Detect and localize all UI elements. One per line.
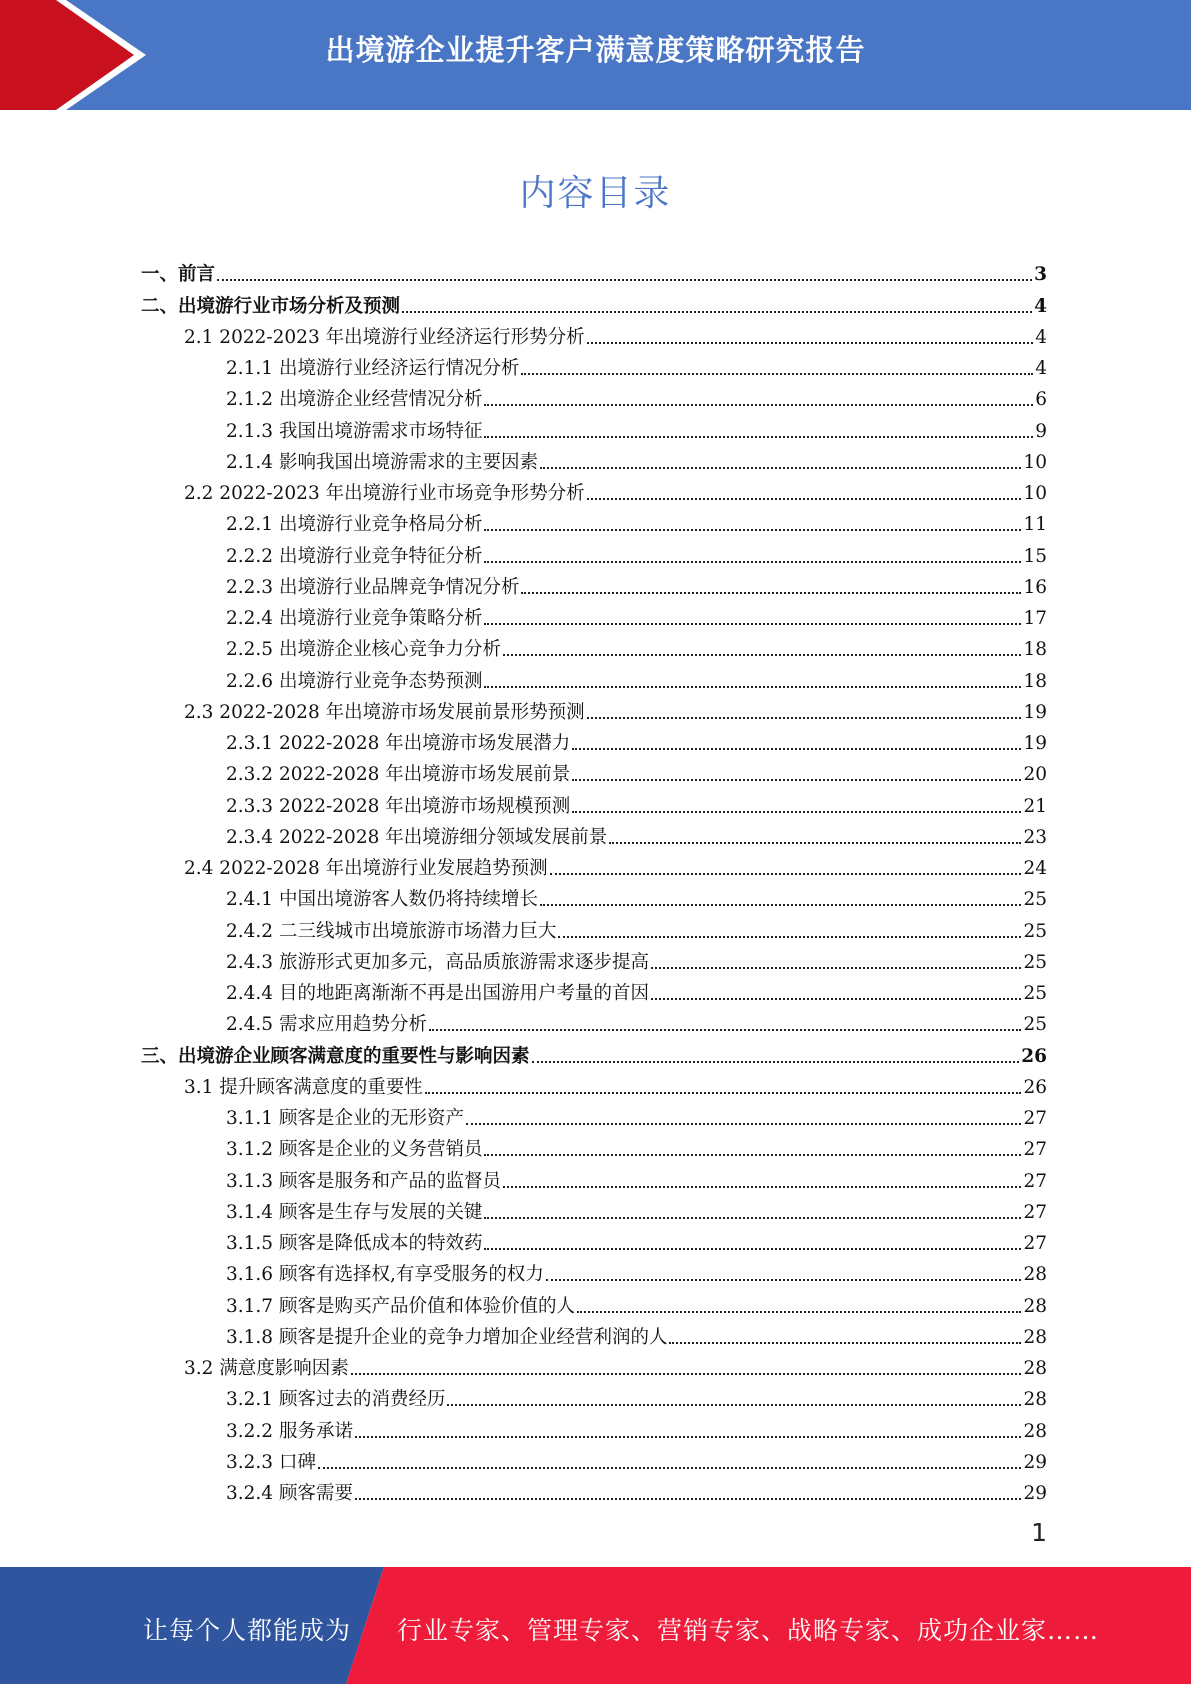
- toc-entry-page: 28: [1023, 1389, 1047, 1411]
- toc-entry-page: 3: [1034, 264, 1047, 286]
- toc-entry[interactable]: [141, 880, 1047, 911]
- toc-entry-title: 三、出境游企业顾客满意度的重要性与影响因素: [141, 1045, 530, 1067]
- toc-entry-title: 3.2.1 顾客过去的消费经历: [226, 1389, 446, 1411]
- toc-entry-page: 16: [1023, 576, 1047, 598]
- footer-banner: [0, 1567, 1191, 1684]
- toc-entry[interactable]: [141, 1286, 1047, 1317]
- toc-entry-page: 25: [1023, 1014, 1047, 1036]
- toc-entry-title: 3.1.1 顾客是企业的无形资产: [226, 1108, 464, 1129]
- toc-entry-title: 2.2.1 出境游行业竞争格局分析: [226, 514, 483, 536]
- toc-dot-leader: [425, 1092, 1022, 1094]
- toc-entry[interactable]: [141, 568, 1047, 599]
- toc-entry[interactable]: [141, 474, 1047, 505]
- toc-dot-leader: [447, 1404, 1021, 1406]
- header-bar: [0, 0, 1191, 110]
- toc-entry[interactable]: [141, 318, 1047, 349]
- toc-dot-leader: [521, 592, 1021, 594]
- toc-entry-title: 2.1.4 影响我国出境游需求的主要因素: [226, 451, 538, 473]
- toc-entry[interactable]: [141, 943, 1047, 974]
- toc-entry-title: 2.4.4 目的地距离渐渐不再是出国游用户考量的首因: [226, 983, 649, 1004]
- toc-entry-page: 29: [1023, 1483, 1047, 1504]
- toc-entry-title: 3.1.3 顾客是服务和产品的监督员: [226, 1170, 501, 1192]
- table-of-contents: [141, 255, 1047, 1505]
- toc-entry[interactable]: [141, 599, 1047, 630]
- toc-entry-page: 27: [1023, 1139, 1047, 1161]
- toc-dot-leader: [587, 717, 1022, 719]
- toc-entry-title: 2.3.2 2022-2028 年出境游市场发展前景: [226, 764, 571, 786]
- toc-entry-page: 4: [1035, 358, 1047, 379]
- toc-entry-title: 2.1.2 出境游企业经营情况分析: [226, 389, 483, 411]
- footer-slogan-right: 行业专家、管理专家、营销专家、战略专家、成功企业家……: [397, 1616, 1100, 1645]
- toc-entry[interactable]: [141, 255, 1047, 286]
- toc-dot-leader: [521, 373, 1033, 375]
- toc-entry[interactable]: [141, 849, 1047, 880]
- toc-entry[interactable]: [141, 1005, 1047, 1036]
- toc-entry[interactable]: [141, 411, 1047, 442]
- toc-dot-leader: [484, 1217, 1021, 1219]
- toc-entry-page: 28: [1023, 1420, 1047, 1442]
- toc-entry-title: 3.1 提升顾客满意度的重要性: [184, 1076, 423, 1098]
- toc-entry-title: 3.2.3 口碑: [226, 1451, 316, 1473]
- toc-entry-title: 3.1.4 顾客是生存与发展的关键: [226, 1201, 483, 1223]
- toc-entry-title: 2.4.3 旅游形式更加多元，高品质旅游需求逐步提高: [226, 951, 649, 973]
- toc-dot-leader: [429, 1029, 1021, 1031]
- toc-dot-leader: [355, 1436, 1022, 1438]
- toc-entry-title: 3.2.2 服务承诺: [226, 1420, 353, 1442]
- toc-entry-page: 28: [1023, 1295, 1047, 1317]
- toc-dot-leader: [572, 811, 1021, 813]
- toc-entry[interactable]: [141, 380, 1047, 411]
- toc-dot-leader: [572, 748, 1021, 750]
- toc-dot-leader: [402, 311, 1032, 313]
- toc-dot-leader: [484, 436, 1033, 438]
- toc-entry-page: 25: [1023, 951, 1047, 973]
- toc-entry[interactable]: [141, 755, 1047, 786]
- toc-entry-title: 3.1.2 顾客是企业的义务营销员: [226, 1139, 483, 1161]
- toc-entry-page: 15: [1023, 545, 1047, 567]
- toc-dot-leader: [587, 498, 1022, 500]
- toc-entry-title: 3.1.6 顾客有选择权,有享受服务的权力: [226, 1264, 544, 1286]
- toc-entry-page: 9: [1035, 420, 1047, 442]
- toc-entry[interactable]: [141, 724, 1047, 755]
- toc-entry[interactable]: [141, 1411, 1047, 1442]
- toc-entry[interactable]: [141, 1443, 1047, 1474]
- toc-entry-page: 24: [1023, 858, 1047, 879]
- toc-dot-leader: [351, 1373, 1022, 1375]
- toc-dot-leader: [577, 1311, 1021, 1313]
- toc-entry[interactable]: [141, 536, 1047, 567]
- toc-entry-page: 4: [1035, 326, 1047, 348]
- toc-entry-page: 27: [1023, 1201, 1047, 1223]
- toc-entry-title: 2.2.2 出境游行业竞争特征分析: [226, 545, 483, 567]
- toc-entry-title: 2.1.3 我国出境游需求市场特征: [226, 420, 483, 442]
- toc-entry[interactable]: [141, 1161, 1047, 1192]
- toc-dot-leader: [484, 686, 1021, 688]
- toc-dot-leader: [609, 842, 1021, 844]
- toc-entry[interactable]: [141, 1099, 1047, 1130]
- toc-entry-page: 18: [1023, 639, 1047, 661]
- toc-entry-page: 10: [1023, 451, 1047, 473]
- toc-heading: 内容目录: [519, 173, 672, 214]
- toc-entry-page: 11: [1023, 514, 1047, 536]
- toc-dot-leader: [669, 1342, 1021, 1344]
- toc-entry-page: 10: [1023, 483, 1047, 504]
- toc-dot-leader: [484, 623, 1021, 625]
- toc-entry-page: 27: [1023, 1108, 1047, 1129]
- toc-entry-title: 3.2.4 顾客需要: [226, 1483, 353, 1504]
- toc-entry-page: 25: [1023, 920, 1047, 942]
- toc-entry-page: 4: [1034, 295, 1047, 317]
- toc-dot-leader: [217, 279, 1032, 281]
- toc-entry[interactable]: [141, 1193, 1047, 1224]
- toc-dot-leader: [540, 904, 1021, 906]
- toc-entry[interactable]: [141, 1068, 1047, 1099]
- toc-entry-title: 2.2 2022-2023 年出境游行业市场竞争形势分析: [184, 483, 585, 504]
- toc-entry-page: 25: [1023, 983, 1047, 1004]
- toc-entry-page: 27: [1023, 1233, 1047, 1254]
- toc-dot-leader: [587, 342, 1034, 344]
- toc-entry-title: 3.1.7 顾客是购买产品价值和体验价值的人: [226, 1295, 575, 1317]
- toc-entry-title: 2.1.1 出境游行业经济运行情况分析: [226, 358, 520, 379]
- toc-dot-leader: [503, 654, 1021, 656]
- toc-dot-leader: [484, 561, 1021, 563]
- toc-dot-leader: [484, 1248, 1021, 1250]
- toc-dot-leader: [550, 873, 1022, 875]
- toc-entry[interactable]: [141, 974, 1047, 1005]
- toc-entry-page: 6: [1035, 389, 1047, 411]
- toc-entry-title: 2.2.3 出境游行业品牌竞争情况分析: [226, 576, 520, 598]
- toc-entry-page: 28: [1023, 1358, 1047, 1379]
- toc-entry-title: 2.3.1 2022-2028 年出境游市场发展潜力: [226, 733, 571, 754]
- toc-entry-page: 18: [1023, 670, 1047, 692]
- toc-entry[interactable]: [141, 1318, 1047, 1349]
- toc-entry-title: 3.2 满意度影响因素: [184, 1358, 349, 1379]
- toc-entry-title: 2.3.3 2022-2028 年出境游市场规模预测: [226, 795, 571, 817]
- toc-entry-title: 二、出境游行业市场分析及预测: [141, 295, 401, 317]
- toc-entry-title: 3.1.8 顾客是提升企业的竞争力增加企业经营利润的人: [226, 1326, 668, 1348]
- toc-entry-page: 28: [1023, 1326, 1047, 1348]
- toc-dot-leader: [651, 998, 1021, 1000]
- toc-entry-title: 2.2.4 出境游行业竞争策略分析: [226, 608, 483, 629]
- toc-dot-leader: [484, 529, 1021, 531]
- toc-dot-leader: [318, 1467, 1022, 1469]
- toc-dot-leader: [484, 1154, 1021, 1156]
- toc-dot-leader: [484, 404, 1033, 406]
- toc-dot-leader: [572, 779, 1021, 781]
- toc-entry-title: 2.3 2022-2028 年出境游市场发展前景形势预测: [184, 701, 585, 723]
- toc-entry-title: 2.4.5 需求应用趋势分析: [226, 1014, 427, 1036]
- toc-entry-title: 2.1 2022-2023 年出境游行业经济运行形势分析: [184, 326, 585, 348]
- toc-entry[interactable]: [141, 786, 1047, 817]
- toc-entry-page: 21: [1023, 795, 1047, 817]
- toc-entry[interactable]: [141, 911, 1047, 942]
- toc-dot-leader: [532, 1061, 1020, 1063]
- toc-dot-leader: [651, 967, 1021, 969]
- toc-entry-title: 2.2.5 出境游企业核心竞争力分析: [226, 639, 501, 661]
- toc-entry-page: 25: [1023, 889, 1047, 911]
- footer-slogan-left: 让每个人都能成为: [143, 1616, 352, 1645]
- toc-entry[interactable]: [141, 630, 1047, 661]
- toc-entry[interactable]: [141, 1224, 1047, 1255]
- toc-entry[interactable]: [141, 1255, 1047, 1286]
- toc-entry-page: 23: [1023, 826, 1047, 848]
- toc-entry[interactable]: [141, 1474, 1047, 1505]
- toc-entry[interactable]: [141, 1036, 1047, 1067]
- toc-dot-leader: [540, 467, 1021, 469]
- toc-entry[interactable]: [141, 661, 1047, 692]
- toc-entry-page: 19: [1023, 701, 1047, 723]
- toc-entry-page: 19: [1023, 733, 1047, 754]
- toc-entry-page: 17: [1023, 608, 1047, 629]
- toc-entry[interactable]: [141, 1130, 1047, 1161]
- toc-entry[interactable]: [141, 818, 1047, 849]
- toc-entry-page: 27: [1023, 1170, 1047, 1192]
- page-number: 1: [1031, 1518, 1047, 1547]
- toc-entry-title: 3.1.5 顾客是降低成本的特效药: [226, 1233, 483, 1254]
- toc-entry[interactable]: [141, 286, 1047, 317]
- toc-entry[interactable]: [141, 1349, 1047, 1380]
- toc-dot-leader: [558, 936, 1021, 938]
- toc-entry[interactable]: [141, 443, 1047, 474]
- toc-dot-leader: [546, 1279, 1022, 1281]
- toc-dot-leader: [466, 1123, 1021, 1125]
- toc-dot-leader: [355, 1498, 1022, 1500]
- toc-entry-page: 28: [1023, 1264, 1047, 1286]
- toc-entry-title: 2.4.1 中国出境游客人数仍将持续增长: [226, 889, 538, 911]
- toc-entry-page: 26: [1023, 1076, 1047, 1098]
- toc-entry[interactable]: [141, 1380, 1047, 1411]
- toc-entry[interactable]: [141, 349, 1047, 380]
- toc-entry-title: 2.3.4 2022-2028 年出境游细分领域发展前景: [226, 826, 608, 848]
- report-title: 出境游企业提升客户满意度策略研究报告: [325, 33, 866, 67]
- toc-entry[interactable]: [141, 505, 1047, 536]
- toc-entry-page: 20: [1023, 764, 1047, 786]
- toc-entry-title: 2.2.6 出境游行业竞争态势预测: [226, 670, 483, 692]
- toc-entry-title: 2.4 2022-2028 年出境游行业发展趋势预测: [184, 858, 548, 879]
- toc-entry-page: 26: [1021, 1045, 1047, 1067]
- toc-entry-title: 2.4.2 二三线城市出境旅游市场潜力巨大: [226, 920, 557, 942]
- toc-dot-leader: [503, 1186, 1021, 1188]
- toc-entry-title: 一、前言: [141, 264, 216, 286]
- toc-entry-page: 29: [1023, 1451, 1047, 1473]
- toc-entry[interactable]: [141, 693, 1047, 724]
